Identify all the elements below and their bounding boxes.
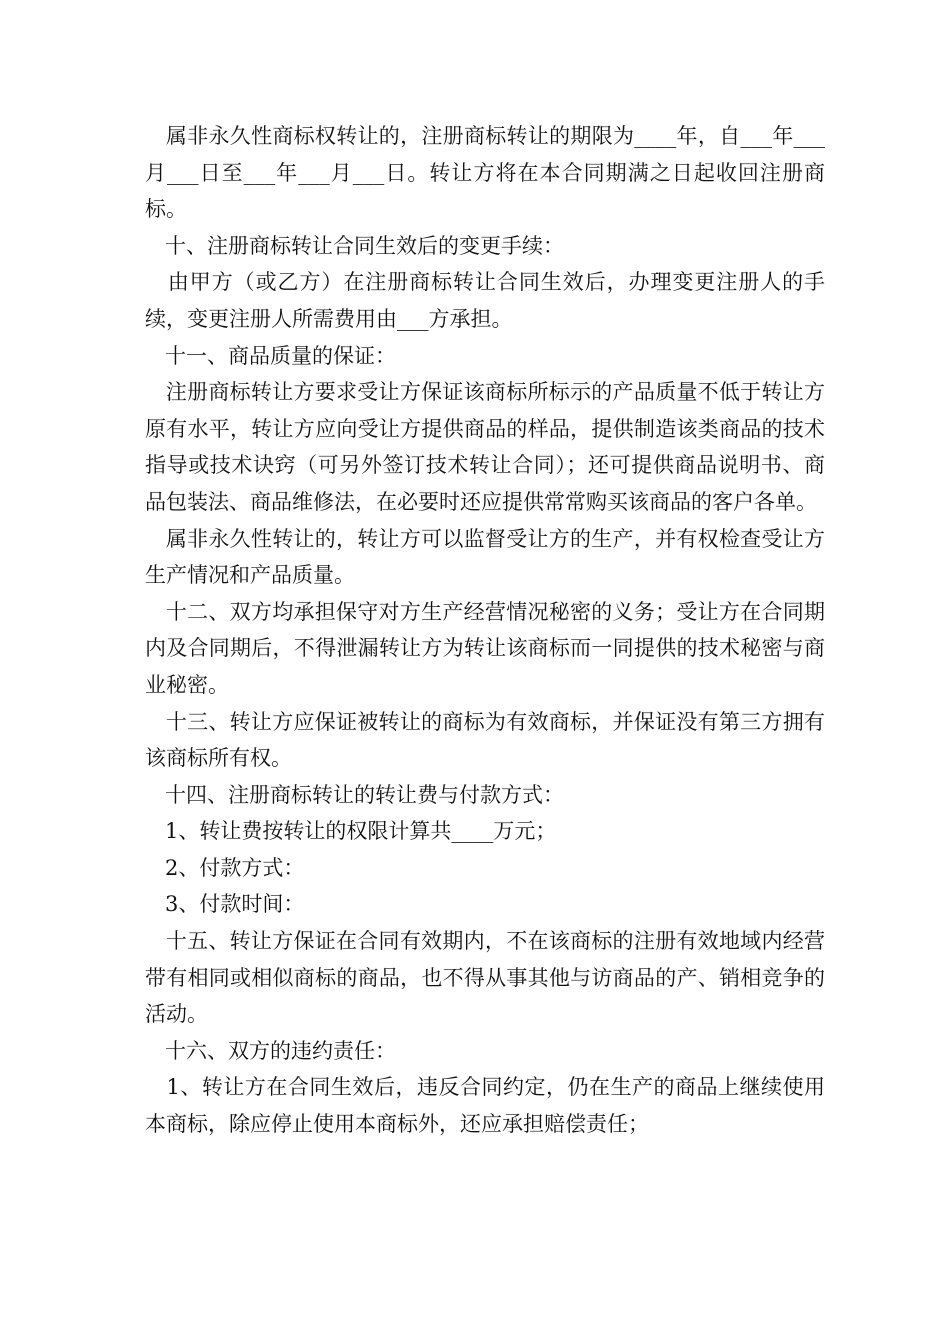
document-body [145,118,825,1143]
heading-section-14: 十四、注册商标转让的转让费与付款方式： [145,782,565,807]
list-item-payment-method: 2、付款方式： [145,855,305,880]
list-item-breach-liability: 1、转让方在合同生效后，违反合同约定，仍在生产的商品上继续使用本商标，除应停止使用本商标外，还应承担赔偿责任； [145,1075,826,1137]
paragraph-section-15: 十五、转让方保证在合同有效期内，不在该商标的注册有效地域内经营带有相同或相似商标的商品，也不得从事其他与访商品的产、销相竞争的活动。 [145,929,825,1027]
heading-section-11: 十一、商品质量的保证： [145,343,397,368]
paragraph-section-13: 十三、转让方应保证被转让的商标为有效商标，并保证没有第三方拥有该商标所有权。 [145,709,825,771]
heading-section-10: 十、注册商标转让合同生效后的变更手续： [145,233,565,258]
paragraph-registration-change: 由甲方（或乙方）在注册商标转让合同生效后，办理变更注册人的手续，变更注册人所需费用由___方承担。 [145,270,826,331]
list-item-fee: 1、转让费按转让的权限计算共____万元； [145,819,557,844]
heading-section-16: 十六、双方的违约责任： [145,1038,397,1063]
paragraph-supervision: 属非永久性转让的，转让方可以监督受让方的生产，并有权检查受让方生产情况和产品质量。 [145,526,825,588]
paragraph-section-12: 十二、双方均承担保守对方生产经营情况秘密的义务；受让方在合同期内及合同期后，不得泄漏转让方为转让该商标而一同提供的技术秘密与商业秘密。 [145,599,825,697]
paragraph-term-clause: 属非永久性商标权转让的，注册商标转让的期限为____年，自___年___月___日至___年___月___日。转让方将在本合同期满之日起收回注册商标。 [145,124,826,222]
paragraph-quality-guarantee: 注册商标转让方要求受让方保证该商标所标示的产品质量不低于转让方原有水平，转让方应向受让方提供商品的样品，提供制造该类商品的技术指导或技术诀窍（可另外签订技术转让合同）；还可提供商品说明书、商品包装法、商品维修法，在必要时还应提供常常购买该商品的客户各单。 [145,380,825,514]
list-item-payment-time: 3、付款时间： [145,892,305,917]
